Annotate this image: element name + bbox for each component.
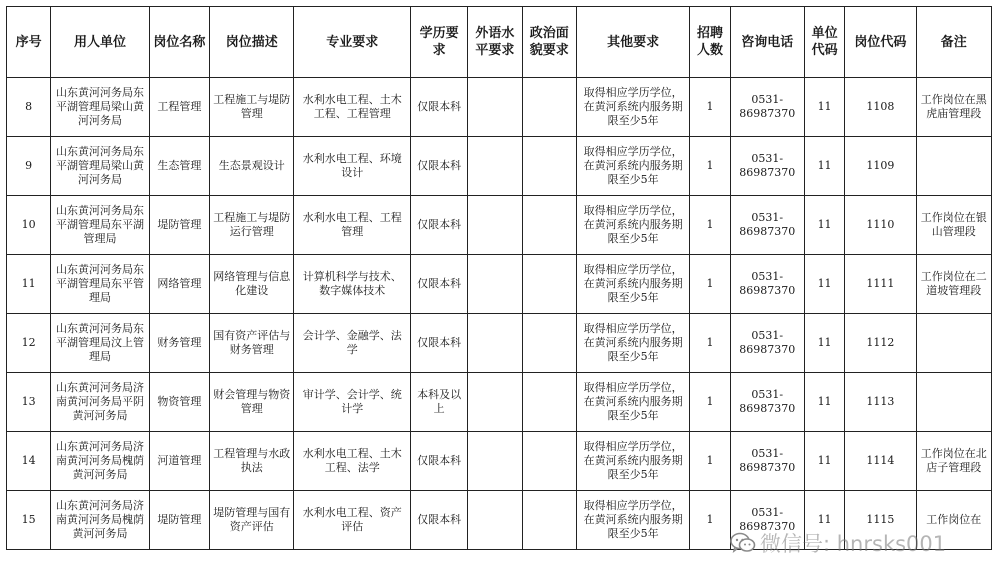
table-body <box>7 78 992 550</box>
cell-political <box>522 196 576 255</box>
cell-headcount: 1 <box>690 373 730 432</box>
cell-note <box>916 314 991 373</box>
cell-position-name: 工程管理 <box>149 78 209 137</box>
cell-other: 取得相应学历学位，在黄河系统内服务期限至少5年 <box>576 373 690 432</box>
cell-position-name: 堤防管理 <box>149 491 209 550</box>
cell-unit-code: 11 <box>804 314 844 373</box>
cell-headcount: 1 <box>690 78 730 137</box>
cell-education: 仅限本科 <box>411 78 468 137</box>
table-row <box>7 137 992 196</box>
header-note: 备注 <box>916 7 991 78</box>
cell-education: 仅限本科 <box>411 137 468 196</box>
cell-position-name: 网络管理 <box>149 255 209 314</box>
header-row <box>7 7 992 78</box>
cell-headcount: 1 <box>690 314 730 373</box>
cell-employer: 山东黄河河务局东平湖管理局东平管理局 <box>51 255 150 314</box>
cell-major: 水利水电工程、土木工程、法学 <box>294 432 411 491</box>
cell-note: 工作岗位在银山管理段 <box>916 196 991 255</box>
cell-unit-code: 11 <box>804 78 844 137</box>
cell-major: 计算机科学与技术、数字媒体技术 <box>294 255 411 314</box>
cell-position-code: 1108 <box>845 78 916 137</box>
header-political: 政治面貌要求 <box>522 7 576 78</box>
cell-political <box>522 137 576 196</box>
cell-political <box>522 78 576 137</box>
cell-position-desc: 财会管理与物资管理 <box>210 373 294 432</box>
cell-position-code: 1114 <box>845 432 916 491</box>
cell-employer: 山东黄河河务局东平湖管理局梁山黄河河务局 <box>51 137 150 196</box>
cell-position-name: 物资管理 <box>149 373 209 432</box>
cell-index: 12 <box>7 314 51 373</box>
watermark-text: 微信号: hnrsks001 <box>760 532 947 556</box>
header-other: 其他要求 <box>576 7 690 78</box>
header-education: 学历要求 <box>411 7 468 78</box>
cell-foreign-language <box>468 78 522 137</box>
cell-major: 水利水电工程、资产评估 <box>294 491 411 550</box>
cell-position-code: 1112 <box>845 314 916 373</box>
header-foreign-language: 外语水平要求 <box>468 7 522 78</box>
header-headcount: 招聘人数 <box>690 7 730 78</box>
cell-foreign-language <box>468 491 522 550</box>
cell-other: 取得相应学历学位，在黄河系统内服务期限至少5年 <box>576 78 690 137</box>
cell-other: 取得相应学历学位，在黄河系统内服务期限至少5年 <box>576 137 690 196</box>
cell-note <box>916 373 991 432</box>
cell-political <box>522 255 576 314</box>
cell-headcount: 1 <box>690 491 730 550</box>
cell-position-desc: 工程管理与水政执法 <box>210 432 294 491</box>
header-position-code: 岗位代码 <box>845 7 916 78</box>
header-employer: 用人单位 <box>51 7 150 78</box>
cell-note <box>916 137 991 196</box>
cell-note: 工作岗位在黑虎庙管理段 <box>916 78 991 137</box>
cell-phone: 0531-86987370 <box>730 314 804 373</box>
cell-foreign-language <box>468 432 522 491</box>
cell-political <box>522 373 576 432</box>
header-position-desc: 岗位描述 <box>210 7 294 78</box>
cell-employer: 山东黄河河务局东平湖管理局汶上管理局 <box>51 314 150 373</box>
cell-position-code: 1113 <box>845 373 916 432</box>
cell-note: 工作岗位在北店子管理段 <box>916 432 991 491</box>
cell-phone: 0531-86987370 <box>730 491 804 550</box>
cell-other: 取得相应学历学位，在黄河系统内服务期限至少5年 <box>576 196 690 255</box>
cell-position-desc: 堤防管理与国有资产评估 <box>210 491 294 550</box>
table-row <box>7 314 992 373</box>
table-row <box>7 373 992 432</box>
cell-index: 10 <box>7 196 51 255</box>
cell-education: 仅限本科 <box>411 314 468 373</box>
cell-position-desc: 国有资产评估与财务管理 <box>210 314 294 373</box>
cell-headcount: 1 <box>690 196 730 255</box>
cell-index: 8 <box>7 78 51 137</box>
header-index: 序号 <box>7 7 51 78</box>
table-row <box>7 432 992 491</box>
cell-other: 取得相应学历学位，在黄河系统内服务期限至少5年 <box>576 255 690 314</box>
cell-political <box>522 432 576 491</box>
watermark <box>730 528 946 558</box>
table-row <box>7 196 992 255</box>
table-header <box>7 7 992 78</box>
cell-employer: 山东黄河河务局东平湖管理局东平湖管理局 <box>51 196 150 255</box>
cell-unit-code: 11 <box>804 432 844 491</box>
cell-position-desc: 网络管理与信息化建设 <box>210 255 294 314</box>
header-phone: 咨询电话 <box>730 7 804 78</box>
cell-foreign-language <box>468 373 522 432</box>
cell-position-desc: 工程施工与堤防运行管理 <box>210 196 294 255</box>
cell-foreign-language <box>468 196 522 255</box>
cell-major: 审计学、会计学、统计学 <box>294 373 411 432</box>
cell-employer: 山东黄河河务局济南黄河河务局平阴黄河河务局 <box>51 373 150 432</box>
cell-education: 仅限本科 <box>411 432 468 491</box>
wechat-icon <box>730 532 756 554</box>
cell-note: 工作岗位在二道坡管理段 <box>916 255 991 314</box>
cell-headcount: 1 <box>690 432 730 491</box>
cell-phone: 0531-86987370 <box>730 255 804 314</box>
cell-other: 取得相应学历学位，在黄河系统内服务期限至少5年 <box>576 432 690 491</box>
cell-unit-code: 11 <box>804 373 844 432</box>
cell-major: 会计学、金融学、法学 <box>294 314 411 373</box>
cell-major: 水利水电工程、土木工程、工程管理 <box>294 78 411 137</box>
cell-foreign-language <box>468 314 522 373</box>
cell-index: 11 <box>7 255 51 314</box>
cell-position-name: 财务管理 <box>149 314 209 373</box>
cell-political <box>522 491 576 550</box>
cell-phone: 0531-86987370 <box>730 78 804 137</box>
cell-phone: 0531-86987370 <box>730 137 804 196</box>
cell-education: 仅限本科 <box>411 196 468 255</box>
cell-index: 15 <box>7 491 51 550</box>
cell-unit-code: 11 <box>804 196 844 255</box>
cell-position-code: 1109 <box>845 137 916 196</box>
cell-phone: 0531-86987370 <box>730 432 804 491</box>
cell-position-name: 生态管理 <box>149 137 209 196</box>
table-row <box>7 255 992 314</box>
cell-major: 水利水电工程、工程管理 <box>294 196 411 255</box>
cell-education: 仅限本科 <box>411 491 468 550</box>
cell-unit-code: 11 <box>804 491 844 550</box>
cell-headcount: 1 <box>690 137 730 196</box>
cell-index: 13 <box>7 373 51 432</box>
cell-position-code: 1115 <box>845 491 916 550</box>
table-row <box>7 78 992 137</box>
cell-unit-code: 11 <box>804 137 844 196</box>
header-unit-code: 单位代码 <box>804 7 844 78</box>
cell-position-code: 1110 <box>845 196 916 255</box>
cell-phone: 0531-86987370 <box>730 373 804 432</box>
cell-employer: 山东黄河河务局济南黄河河务局槐荫黄河河务局 <box>51 432 150 491</box>
cell-other: 取得相应学历学位，在黄河系统内服务期限至少5年 <box>576 491 690 550</box>
cell-unit-code: 11 <box>804 255 844 314</box>
cell-other: 取得相应学历学位，在黄河系统内服务期限至少5年 <box>576 314 690 373</box>
cell-position-name: 河道管理 <box>149 432 209 491</box>
cell-note: 工作岗位在 <box>916 491 991 550</box>
cell-phone: 0531-86987370 <box>730 196 804 255</box>
header-major: 专业要求 <box>294 7 411 78</box>
cell-political <box>522 314 576 373</box>
cell-position-code: 1111 <box>845 255 916 314</box>
cell-headcount: 1 <box>690 255 730 314</box>
cell-index: 9 <box>7 137 51 196</box>
cell-education: 本科及以上 <box>411 373 468 432</box>
cell-position-desc: 工程施工与堤防管理 <box>210 78 294 137</box>
cell-education: 仅限本科 <box>411 255 468 314</box>
cell-foreign-language <box>468 137 522 196</box>
header-position-name: 岗位名称 <box>149 7 209 78</box>
cell-employer: 山东黄河河务局东平湖管理局梁山黄河河务局 <box>51 78 150 137</box>
cell-foreign-language <box>468 255 522 314</box>
cell-position-name: 堤防管理 <box>149 196 209 255</box>
cell-employer: 山东黄河河务局济南黄河河务局槐荫黄河河务局 <box>51 491 150 550</box>
cell-major: 水利水电工程、环境设计 <box>294 137 411 196</box>
recruitment-table <box>6 6 992 550</box>
cell-position-desc: 生态景观设计 <box>210 137 294 196</box>
cell-index: 14 <box>7 432 51 491</box>
